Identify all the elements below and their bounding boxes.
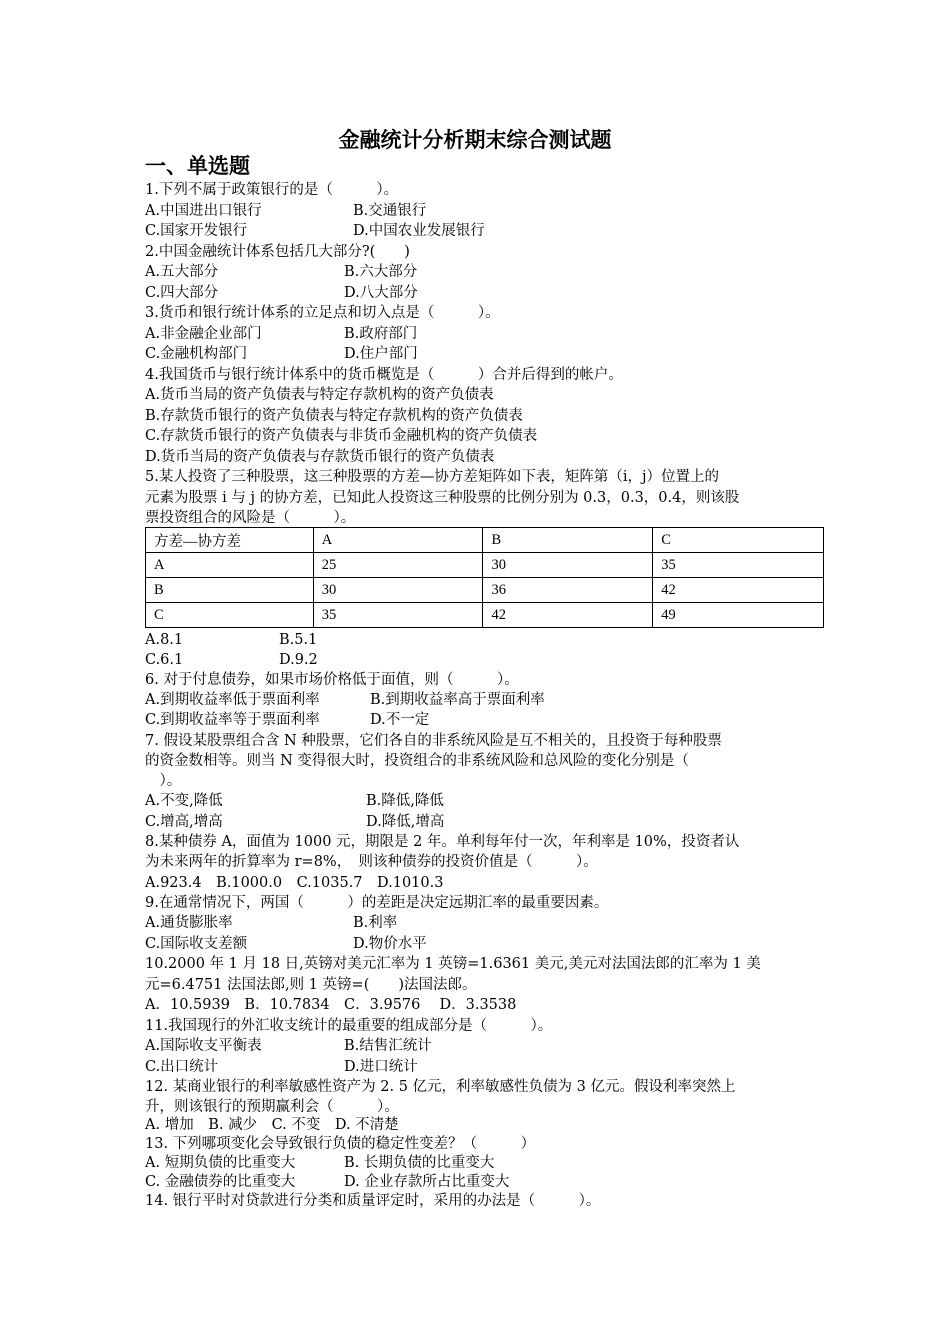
- line-text: 升，则该银行的预期赢利会（ ）。: [145, 1099, 399, 1115]
- option-text: B.结售汇统计: [344, 1038, 432, 1054]
- line-text: 2.中国金融统计体系包括几大部分?( ): [145, 244, 410, 260]
- table-cell: 方差—协方差: [146, 528, 314, 553]
- line-text: A. 短期负债的比重变大: [145, 1155, 296, 1171]
- table-cell: 35: [313, 603, 483, 628]
- option-text: D.进口统计: [344, 1059, 418, 1075]
- text-line: [145, 731, 722, 751]
- text-line: [145, 995, 516, 1015]
- text-line: [145, 791, 444, 811]
- line-text: 11.我国现行的外汇收支统计的最重要的组成部分是（ ）。: [145, 1018, 553, 1034]
- table-cell: B: [146, 578, 314, 603]
- text-line: [145, 1172, 510, 1192]
- text-line: [145, 1036, 432, 1056]
- line-text: A.8.1: [145, 632, 184, 648]
- text-line: [145, 852, 598, 872]
- option-text: B.交通银行: [353, 203, 427, 219]
- line-text: 10.2000 年 1 月 18 日,英镑对美元汇率为 1 英镑=1.6361 美元,美元对法国法郎的汇率为 1 美: [145, 956, 761, 972]
- text-line: [145, 201, 427, 221]
- table-cell: 42: [653, 578, 824, 603]
- line-text: 4.我国货币与银行统计体系中的货币概览是（ ）合并后得到的帐户。: [145, 367, 623, 383]
- text-line: [145, 1115, 399, 1135]
- line-text: 3.货币和银行统计体系的立足点和切入点是（ ）。: [145, 305, 500, 321]
- line-text: A.中国进出口银行: [145, 203, 262, 219]
- line-text: 为未来两年的折算率为 r=8%， 则该种债券的投资价值是（ ）。: [145, 854, 598, 870]
- line-text: 1.下列不属于政策银行的是（ ）。: [145, 182, 399, 198]
- line-text: A.非金融企业部门: [145, 326, 262, 342]
- option-text: D. 企业存款所占比重变大: [344, 1174, 510, 1190]
- text-line: [145, 1057, 418, 1077]
- line-text: C.金融机构部门: [145, 346, 248, 362]
- option-text: B.政府部门: [344, 326, 418, 342]
- line-text: D.货币当局的资产负债表与存款货币银行的资产负债表: [145, 449, 495, 465]
- table-cell: 30: [483, 553, 653, 578]
- text-line: [145, 324, 418, 344]
- text-line: [145, 303, 500, 323]
- option-text: B. 长期负债的比重变大: [344, 1155, 495, 1171]
- option-text: B.利率: [353, 915, 398, 931]
- line-text: C.6.1: [145, 652, 184, 668]
- text-line: [145, 467, 719, 487]
- table-row: [146, 578, 824, 603]
- line-text: 的资金数相等。则当 N 变得很大时，投资组合的非系统风险和总风险的变化分别是（: [145, 753, 689, 769]
- line-text: 8.某种债券 A，面值为 1000 元，期限是 2 年。单利每年付一次，年利率是 10%，投资者认: [145, 834, 740, 850]
- text-line: [145, 406, 523, 426]
- text-line: [145, 751, 689, 771]
- line-text: A.五大部分: [145, 264, 219, 280]
- option-text: D.9.2: [279, 652, 318, 668]
- text-line: [145, 832, 739, 852]
- line-text: 6. 对于付息债券，如果市场价格低于面值，则（ ）。: [145, 672, 519, 688]
- text-line: [145, 1077, 736, 1097]
- table-cell: C: [653, 528, 824, 553]
- option-text: D.不一定: [370, 712, 430, 728]
- table-cell: 42: [483, 603, 653, 628]
- covariance-matrix-table: [145, 527, 824, 628]
- text-line: [145, 180, 398, 200]
- page-title: 金融统计分析期末综合测试题: [338, 127, 612, 152]
- line-text: 元=6.4751 法国法郎,则 1 英镑=( )法国法郎。: [145, 977, 477, 993]
- line-text: C.国际收支差额: [145, 936, 248, 952]
- line-text: A.通货膨胀率: [145, 915, 233, 931]
- table-header-row: [146, 528, 824, 553]
- table-cell: 49: [653, 603, 824, 628]
- option-text: B.六大部分: [344, 264, 418, 280]
- line-text: A.923.4 B.1000.0 C.1035.7 D.1010.3: [145, 875, 444, 891]
- line-text: A.不变,降低: [145, 793, 223, 809]
- line-text: C.四大部分: [145, 285, 219, 301]
- text-line: [145, 426, 537, 446]
- option-text: B.到期收益率高于票面利率: [370, 692, 545, 708]
- text-line: [145, 812, 445, 832]
- text-line: [145, 710, 430, 730]
- line-text: 12. 某商业银行的利率敏感性资产为 2. 5 亿元，利率敏感性负债为 3 亿元。假设利率突然上: [145, 1079, 736, 1095]
- line-text: 9.在通常情况下，两国（ ）的差距是决定远期汇率的最重要因素。: [145, 895, 609, 911]
- table-cell: C: [146, 603, 314, 628]
- line-text: 14. 银行平时对贷款进行分类和质量评定时，采用的办法是（ ）。: [145, 1193, 601, 1209]
- line-text: C.到期收益率等于票面利率: [145, 712, 320, 728]
- line-text: C.国家开发银行: [145, 223, 248, 239]
- text-line: [145, 1134, 535, 1154]
- table-row: [146, 603, 824, 628]
- line-text: C.增高,增高: [145, 814, 223, 830]
- line-text: B.存款货币银行的资产负债表与特定存款机构的资产负债表: [145, 408, 523, 424]
- option-text: B.降低,降低: [366, 793, 444, 809]
- text-line: [145, 1191, 600, 1211]
- table-cell: A: [146, 553, 314, 578]
- line-text: 5.某人投资了三种股票，这三种股票的方差—协方差矩阵如下表，矩阵第（i，j）位置上的: [145, 469, 719, 485]
- text-line: [145, 954, 761, 974]
- table-cell: B: [483, 528, 653, 553]
- section-heading: 一、单选题: [145, 153, 250, 178]
- table-cell: 35: [653, 553, 824, 578]
- text-line: [145, 893, 608, 913]
- text-line: [145, 690, 545, 710]
- table-cell: 25: [313, 553, 483, 578]
- text-line: [145, 771, 181, 791]
- line-text: C.出口统计: [145, 1059, 219, 1075]
- line-text: 13. 下列哪项变化会导致银行负债的稳定性变差？（ ）: [145, 1136, 536, 1152]
- text-line: [145, 283, 418, 303]
- text-line: [145, 913, 398, 933]
- text-line: [145, 242, 410, 262]
- option-text: D.住户部门: [344, 346, 418, 362]
- text-line: [145, 975, 477, 995]
- line-text: A.到期收益率低于票面利率: [145, 692, 320, 708]
- line-text: C.存款货币银行的资产负债表与非货币金融机构的资产负债表: [145, 428, 538, 444]
- text-line: [145, 630, 318, 650]
- text-line: [145, 650, 318, 670]
- text-line: [145, 488, 739, 508]
- option-text: B.5.1: [279, 632, 318, 648]
- text-line: [145, 1153, 495, 1173]
- text-line: [145, 262, 418, 282]
- text-line: [145, 670, 519, 690]
- table-cell: 30: [313, 578, 483, 603]
- table-cell: A: [313, 528, 483, 553]
- text-line: [145, 221, 485, 241]
- option-text: D.降低,增高: [366, 814, 445, 830]
- option-text: D.物价水平: [353, 936, 427, 952]
- line-text: A.国际收支平衡表: [145, 1038, 262, 1054]
- table-row: [146, 553, 824, 578]
- text-line: [145, 934, 427, 954]
- line-text: 7. 假设某股票组合含 N 种股票，它们各自的非系统风险是互不相关的，且投资于每种股票: [145, 733, 722, 749]
- line-text: 票投资组合的风险是（ ）。: [145, 510, 356, 526]
- line-text: A．10.5939 B．10.7834 C．3.9576 D．3.3538: [145, 997, 517, 1013]
- line-text: A.货币当局的资产负债表与特定存款机构的资产负债表: [145, 387, 494, 403]
- table-cell: 36: [483, 578, 653, 603]
- option-text: D.中国农业发展银行: [353, 223, 485, 239]
- line-text: A. 增加 B. 减少 C. 不变 D. 不清楚: [145, 1117, 399, 1133]
- option-text: D.八大部分: [344, 285, 418, 301]
- line-text: 元素为股票 i 与 j 的协方差，已知此人投资这三种股票的比例分别为 0.3，0.3，0.4，则该股: [145, 490, 740, 506]
- line-text: C. 金融债券的比重变大: [145, 1174, 296, 1190]
- text-line: [145, 1016, 552, 1036]
- text-line: [145, 385, 494, 405]
- text-line: [145, 508, 355, 528]
- text-line: [145, 873, 443, 893]
- text-line: [145, 365, 623, 385]
- text-line: [145, 344, 418, 364]
- text-line: [145, 1097, 399, 1117]
- line-text: ）。: [145, 773, 182, 789]
- text-line: [145, 447, 494, 467]
